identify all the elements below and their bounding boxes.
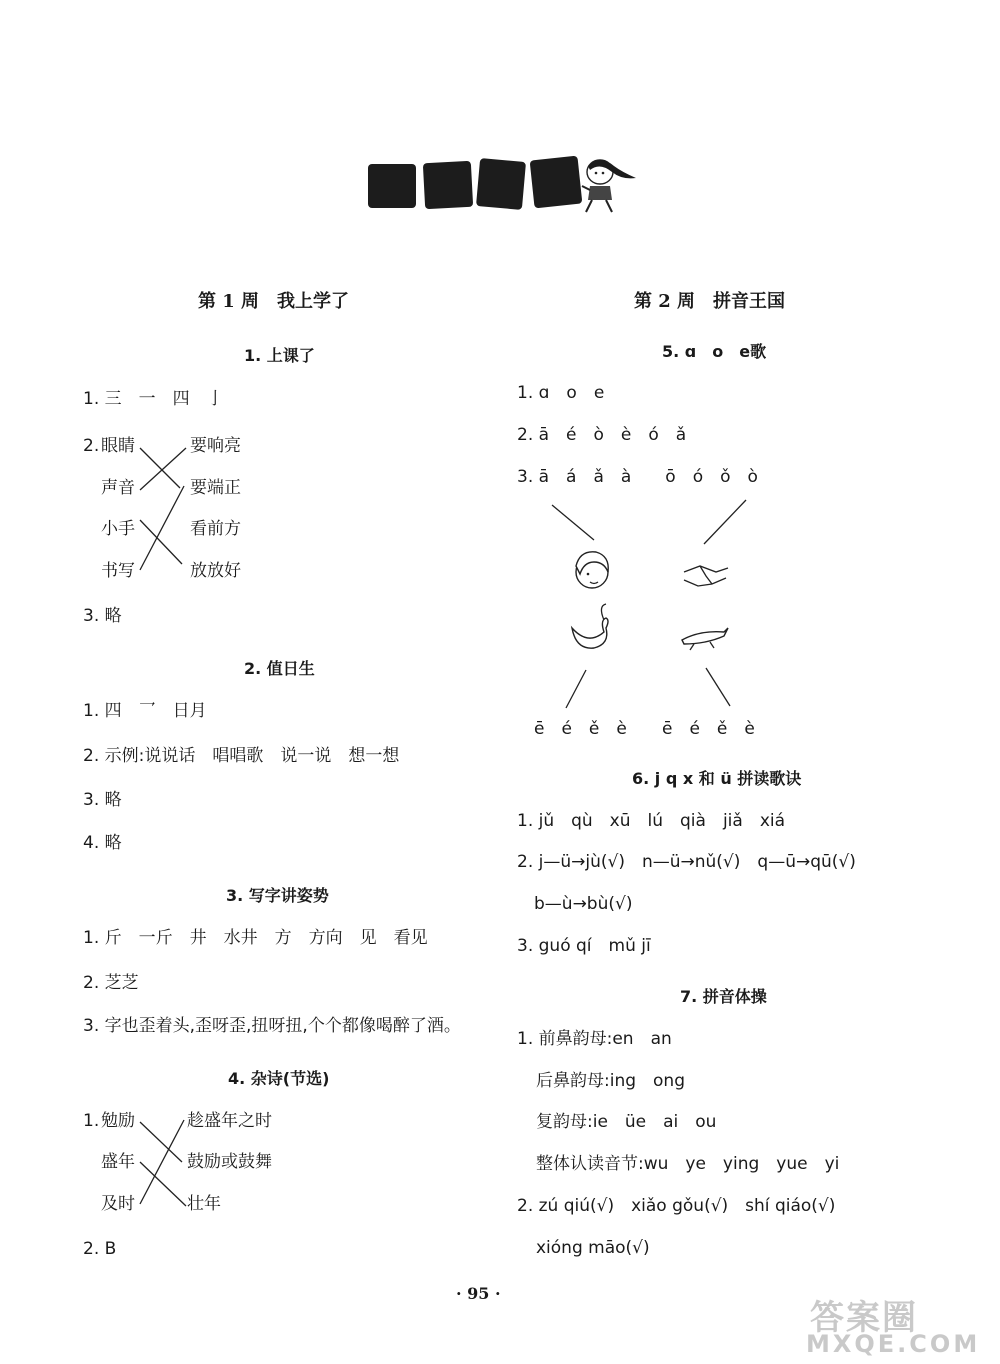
page-number: · 95 · — [456, 1284, 501, 1303]
lesson7-q1-back-nasal: 后鼻韵母:ing ong — [536, 1071, 685, 1091]
match-left-item: 盛年 — [101, 1152, 135, 1172]
match-left-item: 书写 — [101, 561, 135, 581]
girl-face-icon — [576, 552, 608, 588]
lesson3-q2: 2. 芝芝 — [83, 973, 139, 993]
match-right-item: 壮年 — [187, 1194, 221, 1214]
lesson7-q2-continued: xióng māo(√) — [536, 1238, 650, 1258]
lesson4-title: 4. 杂诗(节选) — [228, 1069, 330, 1088]
lesson2-q2: 2. 示例:说说话 唱唱歌 说一说 想一想 — [83, 746, 400, 766]
lesson1-q1: 1. 三 一 四 亅 — [83, 389, 224, 409]
lesson5-q2: 2. ā é ò è ó ǎ — [517, 425, 687, 445]
lesson2-q3: 3. 略 — [83, 790, 122, 810]
lesson6-q1: 1. jǔ qù xū lú qià jiǎ xiá — [517, 811, 786, 831]
lesson4-q2: 2. B — [83, 1239, 117, 1259]
lesson5-q1: 1. ɑ o e — [517, 383, 605, 403]
lesson7-q1: 1. 前鼻韵母:en an — [517, 1029, 672, 1049]
lesson2-q4: 4. 略 — [83, 833, 122, 853]
week2-title: 第 2 周 拼音王国 — [634, 291, 786, 312]
lesson7-title: 7. 拼音体操 — [680, 987, 767, 1006]
lesson5-q3: 3. ā á ǎ à ō ó ǒ ò — [517, 467, 758, 487]
lesson2-title: 2. 值日生 — [244, 659, 315, 678]
match-left-item: 声音 — [101, 478, 135, 498]
lesson1-q3: 3. 略 — [83, 606, 122, 626]
match-right-item: 要端正 — [190, 478, 241, 498]
crocodile-icon — [682, 628, 728, 650]
lesson1-title: 1. 上课了 — [244, 346, 315, 365]
match-right-item: 鼓励或鼓舞 — [187, 1152, 272, 1172]
goose-icon — [572, 604, 608, 648]
lesson6-q3: 3. guó qí mǔ jī — [517, 936, 651, 956]
handshake-icon — [684, 566, 728, 586]
match-right-item: 趁盛年之时 — [187, 1111, 272, 1131]
lesson3-q1: 1. 斤 一斤 井 水井 方 方向 见 看见 — [83, 928, 428, 948]
lesson7-q1-compound: 复韵母:ie üe ai ou — [536, 1112, 717, 1132]
lesson7-q1-whole-syllables: 整体认读音节:wu ye ying yue yi — [536, 1154, 840, 1174]
lesson5-title: 5. ɑ o e歌 — [662, 342, 767, 361]
match-right-item: 要响亮 — [190, 436, 241, 456]
match-left-item: 小手 — [101, 519, 135, 539]
lesson1-q2-number: 2. — [83, 436, 100, 456]
match-left-item: 勉励 — [101, 1111, 135, 1131]
match-right-item: 放放好 — [190, 561, 241, 581]
lesson7-q2: 2. zú qiú(√) xiǎo gǒu(√) shí qiáo(√) — [517, 1196, 836, 1216]
week1-title: 第 1 周 我上学了 — [198, 291, 350, 312]
lesson4-q1-number: 1. — [83, 1111, 100, 1131]
watermark-logo: 答案圈 — [810, 1298, 918, 1338]
watermark-url: MXQE.COM — [806, 1330, 981, 1358]
lesson6-title: 6. j q x 和 ü 拼读歌诀 — [632, 769, 802, 788]
lesson6-q2: 2. j—ü→jù(√) n—ü→nǔ(√) q—ū→qū(√) — [517, 852, 856, 872]
lesson6-q2-continued: b—ù→bù(√) — [534, 894, 633, 914]
match-left-item: 及时 — [101, 1194, 135, 1214]
lesson3-title: 3. 写字讲姿势 — [226, 886, 329, 905]
lesson3-q3: 3. 字也歪着头,歪呀歪,扭呀扭,个个都像喝醉了酒。 — [83, 1016, 461, 1036]
match-right-item: 看前方 — [190, 519, 241, 539]
lesson2-q1: 1. 四 乛 日月 — [83, 701, 207, 721]
lesson5-e-row-right: ē é ě è — [662, 719, 755, 739]
match-left-item: 眼睛 — [101, 436, 135, 456]
lesson5-e-row-left: ē é ě è — [534, 719, 627, 739]
